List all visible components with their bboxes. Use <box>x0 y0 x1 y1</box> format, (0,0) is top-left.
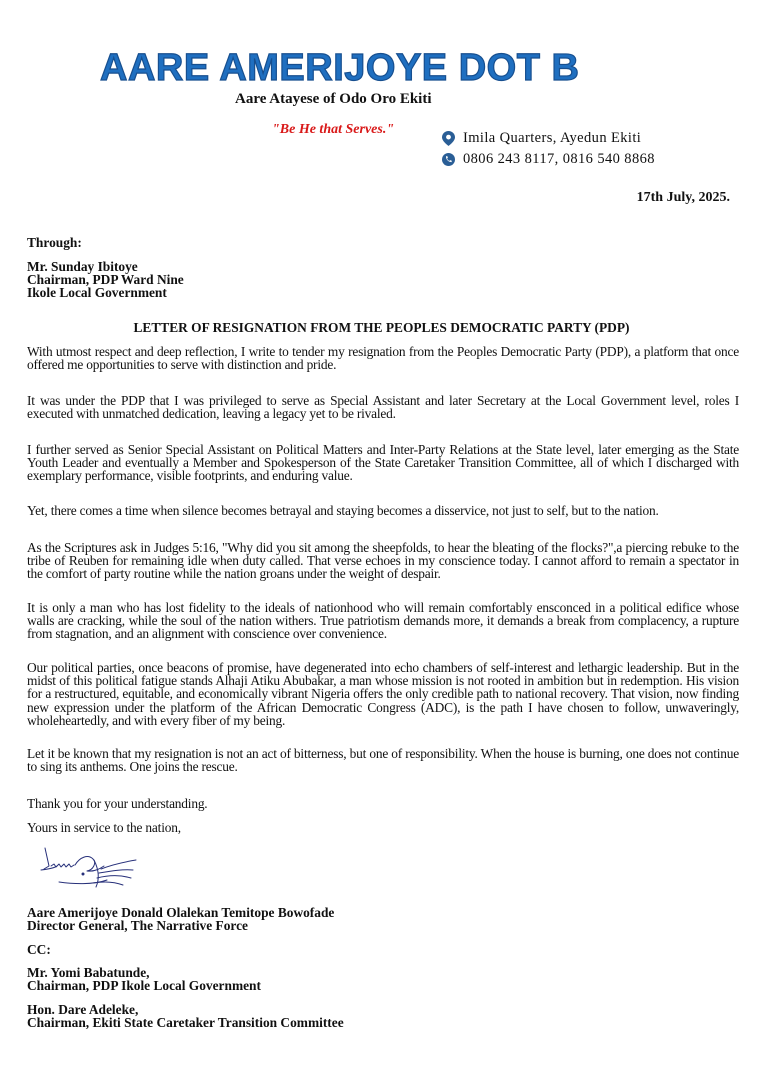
body-paragraph: It was under the PDP that I was privileged to serve as Special Assistant and later Secretary at the Local Government level, roles I executed with unmatched dedication, leaving a legacy yet to be rivaled. <box>27 393 739 422</box>
body-paragraph: With utmost respect and deep reflection, I write to tender my resignation from the Peoples Democratic Party (PDP), a platform that once offered me opportunities to serve with distinction and pride. <box>27 344 739 373</box>
letterhead-subtitle: Aare Atayese of Odo Oro Ekiti <box>235 91 432 107</box>
address-text: Imila Quarters, Ayedun Ekiti <box>463 130 642 146</box>
through-name: Mr. Sunday Ibitoye <box>27 259 138 274</box>
body-paragraph: I further served as Senior Special Assistant on Political Matters and Inter-Party Relations at the State level, later emerging as the State Youth Leader and eventually a Member and Spokesperson of the State Caretaker Transition Committee, all of which I discharged with exemplary performance, visible footprints, and enduring value. <box>27 442 739 484</box>
body-paragraph: Yet, there comes a time when silence becomes betrayal and staying becomes a disservice, not just to self, but to the nation. <box>27 503 659 518</box>
body-paragraph: Let it be known that my resignation is not an act of bitterness, but one of responsibility. When the house is burning, one does not continue to sing its anthems. One joins the rescue. <box>27 746 739 775</box>
phone-line <box>442 151 655 168</box>
through-label: Through: <box>27 235 82 250</box>
signatory-position: Director General, The Narrative Force <box>27 918 248 933</box>
cc-recipient-position: Chairman, PDP Ikole Local Government <box>27 978 261 993</box>
cc-recipient-name: Hon. Dare Adeleke, <box>27 1002 139 1017</box>
letter-date: 17th July, 2025. <box>636 190 730 205</box>
signature-image <box>35 838 145 898</box>
cc-label: CC: <box>27 942 51 957</box>
closing-salutation: Yours in service to the nation, <box>27 820 181 835</box>
body-paragraph: It is only a man who has lost fidelity to the ideals of nationhood who will remain comfortably ensconced in a political edifice whose walls are cracking, while the soul of the nation withers. True patriotism demands more, it demands a break from complacency, a rupture from stagnation, and an alignment with conscience over convenience. <box>27 600 739 642</box>
letterhead-brand: AARE AMERIJOYE DOT B <box>100 47 580 89</box>
location-pin-icon <box>442 131 455 146</box>
body-paragraph: As the Scriptures ask in Judges 5:16, "Why did you sit among the sheepfolds, to hear the bleating of the flocks?",a piercing rebuke to the tribe of Reuben for remaining idle when duty called. That verse echoes in my conscience today. I cannot afford to remain a spectator in the comfort of party routine while the nation groans under the weight of despair. <box>27 540 739 582</box>
cc-recipient-position: Chairman, Ekiti State Caretaker Transition Committee <box>27 1015 344 1030</box>
body-paragraph: Our political parties, once beacons of promise, have degenerated into echo chambers of self-interest and lethargic leadership. But in the midst of this political fatigue stands Alhaji Atiku Abubakar, a man whose mission is not rooted in ambition but in redemption. His vision for a restructured, equitable, and economically vibrant Nigeria offers the only credible path to national recovery. That vision, now finding new expression under the platform of the African Democratic Congress (ADC), is the path I have chosen to follow, unwaveringly, wholeheartedly, and with every fiber of my being. <box>27 660 739 728</box>
letterhead-motto: "Be He that Serves." <box>272 122 395 137</box>
phone-icon <box>442 153 455 166</box>
address-line <box>442 130 641 147</box>
through-position: Chairman, PDP Ward Nine <box>27 272 184 287</box>
closing-thanks: Thank you for your understanding. <box>27 796 208 811</box>
signatory-name: Aare Amerijoye Donald Olalekan Temitope Bowofade <box>27 905 335 920</box>
phone-text: 0806 243 8117, 0816 540 8868 <box>463 151 655 167</box>
cc-recipient-name: Mr. Yomi Babatunde, <box>27 965 150 980</box>
through-org: Ikole Local Government <box>27 285 167 300</box>
letter-title: LETTER OF RESIGNATION FROM THE PEOPLES DEMOCRATIC PARTY (PDP) <box>133 320 630 335</box>
